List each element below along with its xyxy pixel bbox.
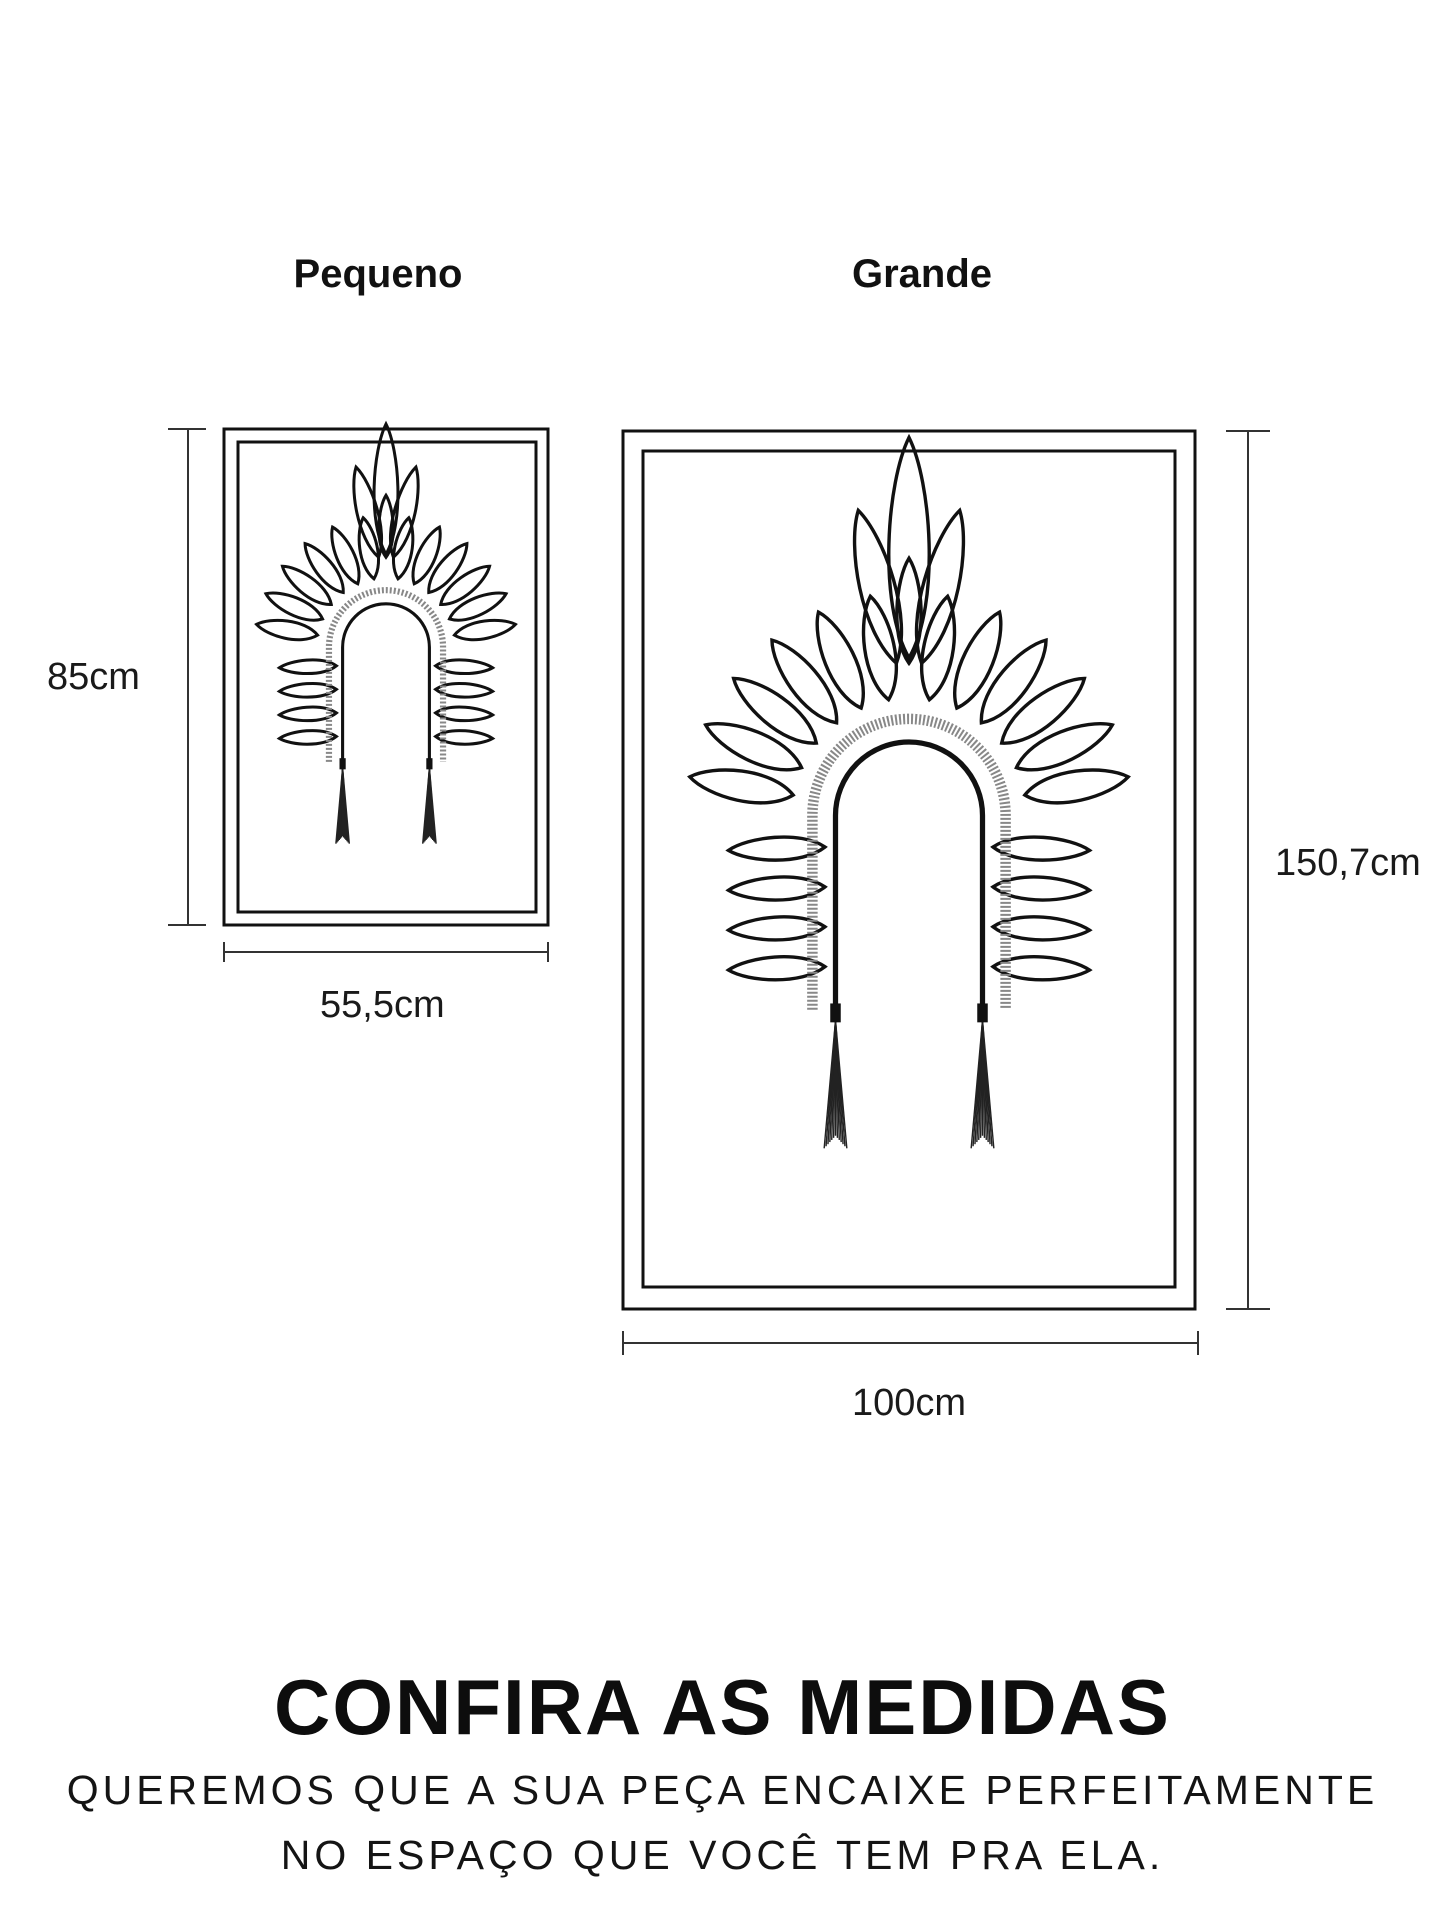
subtitle-line-2: NO ESPAÇO QUE VOCÊ TEM PRA ELA. (280, 1832, 1165, 1878)
feather-center-right (905, 506, 977, 667)
large-height-dimension (1226, 431, 1270, 1309)
tassel-left (336, 758, 349, 844)
subtitle-line-1: QUEREMOS QUE A SUA PEÇA ENCAIXE PERFEITAMENTE (66, 1767, 1379, 1813)
small-frame-inner (238, 442, 536, 912)
large-frame-inner (643, 451, 1175, 1287)
tassel-right (971, 1003, 994, 1148)
small-width-text: 55,5cm (320, 984, 445, 1026)
size-label-small: Pequeno (293, 252, 463, 296)
size-label-large: Grande (851, 252, 993, 296)
headline: CONFIRA AS MEDIDAS (274, 1663, 1171, 1751)
headdress-art-large (687, 438, 1131, 1149)
large-width-text: 100cm (852, 1382, 967, 1424)
feather-center-left (841, 506, 913, 667)
tassel-right (423, 758, 436, 844)
small-width-dimension (224, 942, 548, 962)
small-height-text: 85cm (47, 656, 140, 698)
arch-band (836, 742, 983, 1010)
tassel-left (824, 1003, 847, 1148)
small-height-dimension (168, 429, 206, 925)
headdress-art-small (255, 424, 517, 844)
large-frame-outer (623, 431, 1195, 1309)
arch-band (343, 604, 430, 762)
arch-beads (812, 719, 1005, 1010)
large-width-dimension (623, 1331, 1198, 1355)
small-frame-outer (224, 429, 548, 925)
arch-beads (329, 590, 443, 762)
feather-center (889, 438, 929, 659)
large-height-text: 150,7cm (1275, 842, 1421, 884)
